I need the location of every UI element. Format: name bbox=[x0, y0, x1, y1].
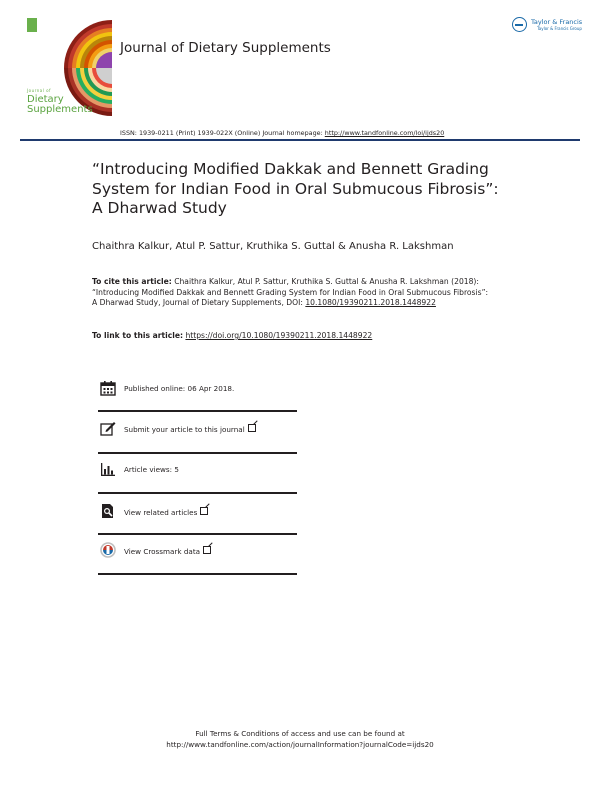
cover-supplements-text: Supplements bbox=[27, 104, 93, 115]
citation-text: Chaithra Kalkur, Atul P. Sattur, Kruthika S. Guttal & Anusha R. Lakshman (2018): “Introducing Modified Dakkak and Bennett Grading System for Indian Food in Oral Submucous Fibrosis”: A Dharwad Study, Journal of Dietary Supplements, DOI: bbox=[92, 277, 489, 307]
calendar-icon bbox=[100, 380, 116, 396]
citation-block bbox=[92, 277, 492, 309]
crossmark-link[interactable] bbox=[98, 538, 296, 568]
published-online-label: Published online: 06 Apr 2018. bbox=[124, 384, 235, 393]
citation-doi-link[interactable]: 10.1080/19390211.2018.1448922 bbox=[305, 298, 436, 307]
journal-title: Journal of Dietary Supplements bbox=[120, 40, 331, 56]
info-divider bbox=[98, 492, 297, 494]
edit-icon bbox=[100, 420, 116, 436]
article-link-label: To link to this article: bbox=[92, 331, 184, 340]
related-articles-text: View related articles bbox=[124, 508, 198, 517]
related-articles-label bbox=[124, 507, 208, 517]
related-search-icon bbox=[100, 503, 116, 519]
article-doi-link[interactable]: https://doi.org/10.1080/19390211.2018.1448922 bbox=[185, 331, 373, 340]
crossmark-icon bbox=[100, 542, 116, 558]
issn-line bbox=[120, 129, 444, 137]
article-link-row bbox=[92, 331, 372, 340]
article-authors: Chaithra Kalkur, Atul P. Sattur, Kruthika S. Guttal & Anusha R. Lakshman bbox=[92, 241, 454, 252]
related-articles-link[interactable] bbox=[98, 499, 296, 529]
published-online-item bbox=[98, 376, 296, 406]
bar-chart-icon bbox=[100, 461, 116, 477]
info-divider bbox=[98, 410, 297, 412]
footer-terms-text: Full Terms & Conditions of access and use can be found at bbox=[195, 729, 405, 738]
external-link-icon bbox=[248, 424, 256, 432]
crossmark-text: View Crossmark data bbox=[124, 547, 201, 556]
publisher-subtitle: Taylor & Francis Group bbox=[537, 26, 582, 31]
article-title: “Introducing Modified Dakkak and Bennett Grading System for Indian Food in Oral Submucous Fibrosis”: A Dharwad Study bbox=[92, 160, 499, 217]
crossmark-label bbox=[124, 546, 211, 556]
info-divider bbox=[98, 573, 297, 575]
external-link-icon bbox=[203, 546, 211, 554]
cover-dietary-text: Dietary bbox=[27, 94, 64, 105]
journal-homepage-link[interactable]: http://www.tandfonline.com/loi/ijds20 bbox=[324, 129, 445, 137]
external-link-icon bbox=[200, 507, 208, 515]
issn-text: ISSN: 1939-0211 (Print) 1939-022X (Online) Journal homepage: bbox=[120, 129, 323, 137]
submit-article-label bbox=[124, 424, 256, 434]
cover-journal-of-text: Journal of bbox=[27, 88, 51, 93]
citation-label: To cite this article: bbox=[92, 277, 172, 286]
publisher-name: Taylor & Francis bbox=[531, 18, 583, 26]
article-views-label: Article views: 5 bbox=[124, 465, 179, 474]
header-rule bbox=[20, 139, 580, 141]
publisher-logo-icon bbox=[512, 17, 527, 32]
submit-article-text: Submit your article to this journal bbox=[124, 425, 245, 434]
footer-terms-url[interactable]: http://www.tandfonline.com/action/journalInformation?journalCode=ijds20 bbox=[166, 740, 434, 749]
publisher-logo bbox=[510, 15, 582, 37]
article-views-item bbox=[98, 457, 296, 487]
submit-article-link[interactable] bbox=[98, 416, 296, 446]
info-divider bbox=[98, 533, 297, 535]
info-divider bbox=[98, 452, 297, 454]
